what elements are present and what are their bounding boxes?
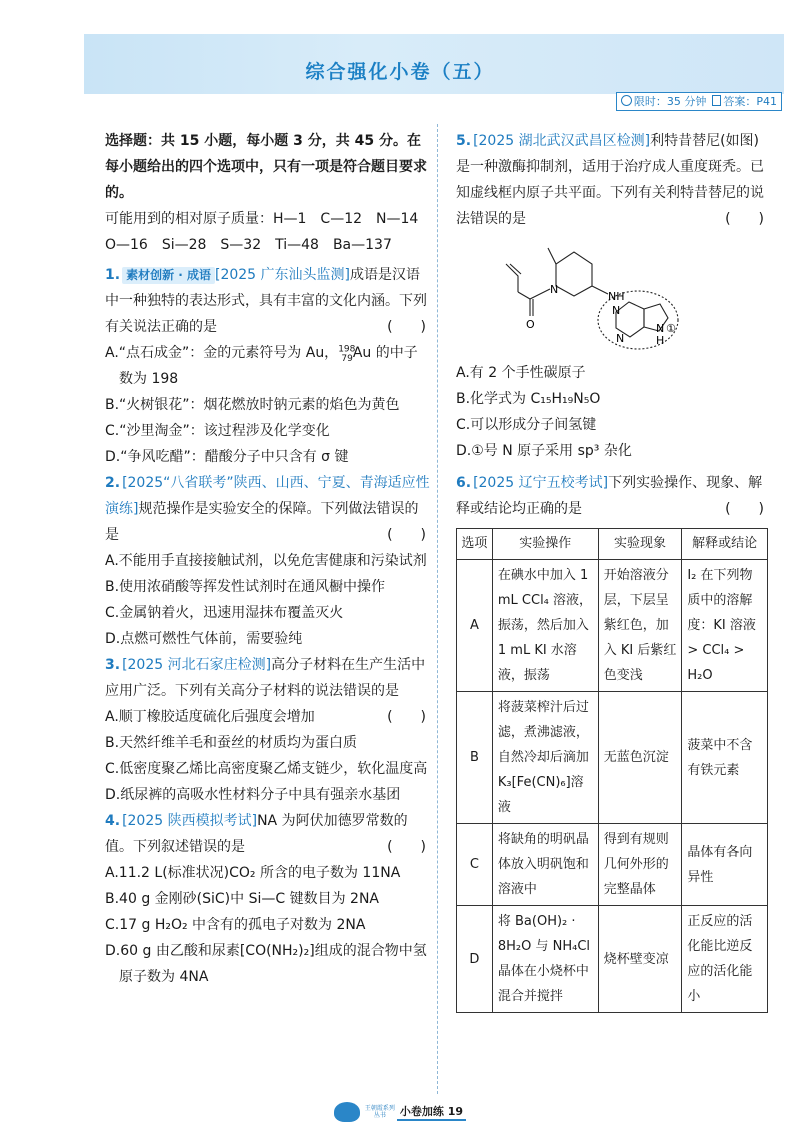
column-divider [437,124,438,1094]
question-1 [105,262,430,470]
row-option: A [457,560,493,692]
option-a[interactable]: A.不能用手直接接触试剂，以免危害健康和污染试剂 [105,553,427,569]
question-source: [2025 河北石家庄检测] [122,657,272,673]
page-number: 小卷加练 19 [397,1103,466,1121]
question-number: 5. [456,133,472,149]
option-c[interactable]: C.金属钠着火，迅速用湿抹布覆盖灭火 [105,605,344,621]
brand-text: 王朝霞系列丛书 [364,1105,395,1119]
category-tag: 素材创新 · 成语 [122,267,215,284]
option-a[interactable]: A.顺丁橡胶适度硫化后强度会增加 [105,709,315,725]
row-conclusion: 菠菜中不含有铁元素 [682,692,768,824]
answer-blank[interactable]: ( ) [387,319,426,335]
question-source: [2025 辽宁五校考试] [473,475,609,491]
row-option: C [457,824,493,906]
question-stem: NA 为阿伏加德罗常数的值。下列叙述错误的是 [105,813,408,855]
mascot-logo-icon [334,1102,360,1122]
question-stem: 规范操作是实验安全的保障。下列做法错误的是 [105,501,419,543]
meta-box [616,92,782,111]
question-stem: 利特昔替尼(如图)是一种激酶抑制剂，适用于治疗成人重度斑秃。已知虚线框内原子共平面。下列有关利特昔替尼的说法错误的是 [456,133,764,227]
option-b[interactable]: B.40 g 金刚砂(SiC)中 Si—C 键数目为 2NA [105,891,379,907]
row-phenomenon: 无蓝色沉淀 [598,692,682,824]
row-operation: 在碘水中加入 1 mL CCl₄ 溶液，振荡，然后加入 1 mL KI 水溶液，振荡 [492,560,598,692]
row-operation: 将菠菜榨汁后过滤，煮沸滤液，自然冷却后滴加 K₃[Fe(CN)₆]溶液 [492,692,598,824]
atom-n-pyrrole: N [656,322,665,335]
row-conclusion: I₂ 在下列物质中的溶解度：KI 溶液 > CCl₄ > H₂O [682,560,768,692]
option-b[interactable]: B.化学式为 C₁₅H₁₉N₅O [456,391,601,407]
row-conclusion: 晶体有各向异性 [682,824,768,906]
atom-n-ring1: N [612,304,621,317]
option-d[interactable]: D.60 g 由乙酸和尿素[CO(NH₂)₂]组成的混合物中氢原子数为 4NA [105,943,427,985]
atomic-masses: 可能用到的相对原子质量：H—1 C—12 N—14 O—16 Si—28 S—32 Ti—48 Ba—137 [105,211,433,253]
question-stem: 成语是汉语中一种独特的表达形式，具有丰富的文化内涵。下列有关说法正确的是 [105,267,427,335]
row-option: D [457,906,493,1013]
option-d[interactable]: D.点燃可燃性气体前，需要验纯 [105,631,303,647]
answer-blank[interactable]: ( ) [387,527,426,543]
question-number: 2. [105,475,121,491]
option-a[interactable]: A.“点石成金”：金的元素符号为 Au，$^{198}_{79}$Au 的中子数为 198 [105,344,418,387]
question-3 [105,652,430,808]
experiment-table [456,528,768,1013]
option-a[interactable]: A.11.2 L(标准状况)CO₂ 所含的电子数为 11NA [105,865,401,881]
question-number: 6. [456,475,472,491]
page-title: 综合强化小卷（五） [305,61,495,83]
molecule-structure [496,234,696,356]
question-6 [456,470,768,1013]
table-header: 实验现象 [598,529,682,560]
intro-instructions: 选择题：共 15 小题，每小题 3 分，共 45 分。在每小题给出的四个选项中，只有一项是符合题目要求的。 [105,133,427,201]
right-column [456,128,768,1013]
atom-n-ring2: N [616,332,625,345]
row-operation: 将缺角的明矾晶体放入明矾饱和溶液中 [492,824,598,906]
question-5 [456,128,768,464]
question-stem: 下列实验操作、现象、解释或结论均正确的是 [456,475,763,517]
question-number: 1. [105,267,121,283]
time-limit: 限时：35 分钟 [633,95,707,108]
table-row [457,560,768,692]
table-header: 选项 [457,529,493,560]
option-b[interactable]: B.使用浓硝酸等挥发性试剂时在通风橱中操作 [105,579,386,595]
atom-h: H [656,334,665,347]
question-source: [2025“八省联考”陕西、山西、宁夏、青海适应性演练] [105,475,430,517]
table-row [457,906,768,1013]
table-header-row [457,529,768,560]
atom-n-amide: N [550,283,559,296]
clock-icon [621,95,632,106]
atom-marker: ① [666,322,676,335]
option-d[interactable]: D.“争风吃醋”：醋酸分子中只含有 σ 键 [105,449,349,465]
question-source: [2025 湖北武汉武昌区检测] [473,133,651,149]
answer-ref: 答案：P41 [723,95,777,108]
answer-blank[interactable]: ( ) [725,501,764,517]
question-4 [105,808,430,990]
question-source: [2025 陕西模拟考试] [122,813,258,829]
row-phenomenon: 烧杯壁变凉 [598,906,682,1013]
table-header: 实验操作 [492,529,598,560]
row-option: B [457,692,493,824]
document-icon [712,95,721,106]
option-b[interactable]: B.天然纤维羊毛和蚕丝的材质均为蛋白质 [105,735,358,751]
question-2 [105,470,430,652]
question-number: 3. [105,657,121,673]
answer-blank[interactable]: ( ) [725,211,764,227]
atom-nh: NH [608,290,625,303]
option-d[interactable]: D.①号 N 原子采用 sp³ 杂化 [456,443,632,459]
row-conclusion: 正反应的活化能比逆反应的活化能小 [682,906,768,1013]
option-d[interactable]: D.纸尿裤的高吸水性材料分子中具有强亲水基团 [105,787,401,803]
option-c[interactable]: C.“沙里淘金”：该过程涉及化学变化 [105,423,330,439]
option-c[interactable]: C.低密度聚乙烯比高密度聚乙烯支链少，软化温度高 [105,761,428,777]
question-stem: 高分子材料在生产生活中应用广泛。下列有关高分子材料的说法错误的是 [105,657,426,699]
atom-o: O [526,318,535,331]
table-header: 解释或结论 [682,529,768,560]
row-phenomenon: 开始溶液分层，下层呈紫红色，加入 KI 后紫红色变浅 [598,560,682,692]
table-row [457,824,768,906]
question-number: 4. [105,813,121,829]
left-column [105,128,433,990]
option-b[interactable]: B.“火树银花”：烟花燃放时钠元素的焰色为黄色 [105,397,400,413]
question-source: [2025 广东汕头监测] [214,267,350,283]
option-a[interactable]: A.有 2 个手性碳原子 [456,365,586,381]
option-c[interactable]: C.17 g H₂O₂ 中含有的孤电子对数为 2NA [105,917,366,933]
option-c[interactable]: C.可以形成分子间氢键 [456,417,597,433]
page-footer [0,1102,800,1122]
answer-blank[interactable]: ( ) [387,709,426,725]
row-phenomenon: 得到有规则几何外形的完整晶体 [598,824,682,906]
answer-blank[interactable]: ( ) [387,839,426,855]
table-row [457,692,768,824]
row-operation: 将 Ba(OH)₂ · 8H₂O 与 NH₄Cl 晶体在小烧杯中混合并搅拌 [492,906,598,1013]
